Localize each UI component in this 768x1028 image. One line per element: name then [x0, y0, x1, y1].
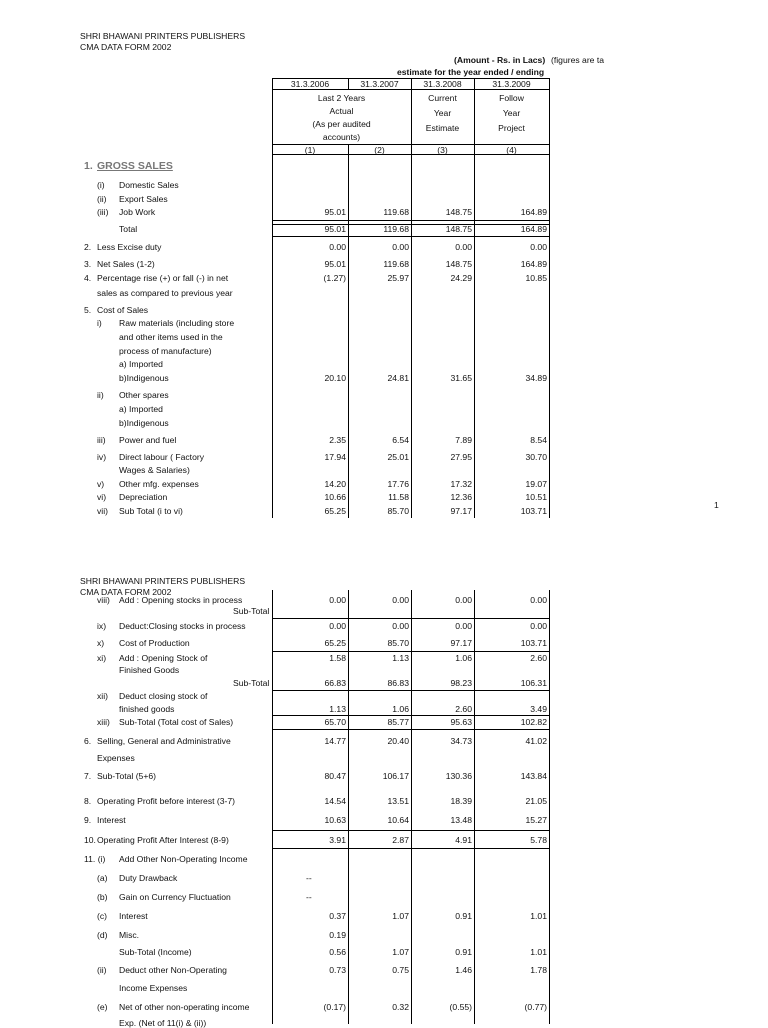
- row-label: Cost of Sales: [97, 305, 149, 315]
- row-number: (a): [97, 873, 108, 883]
- row-number: (i): [97, 180, 105, 190]
- row-number: vi): [97, 492, 107, 502]
- row-label: Export Sales: [119, 194, 168, 204]
- value-cell: 0.91: [455, 911, 472, 921]
- row-label: finished goods: [119, 704, 175, 714]
- row-label: process of manufacture): [119, 346, 212, 356]
- row-number: 3.: [84, 259, 92, 269]
- row-number: 9.: [84, 815, 92, 825]
- value-cell: 0.00: [329, 242, 346, 252]
- value-cell: 0.00: [530, 595, 547, 605]
- value-cell: 21.05: [525, 796, 547, 806]
- value-cell: 0.00: [455, 595, 472, 605]
- value-cell: 24.81: [387, 373, 409, 383]
- row-label: Income Expenses: [119, 983, 188, 993]
- value-cell: 0.56: [329, 947, 346, 957]
- value-cell: 15.27: [525, 815, 547, 825]
- figures-note: (figures are ta: [551, 55, 605, 65]
- value-cell: 119.68: [383, 207, 409, 217]
- row-number: 7.: [84, 771, 92, 781]
- row-label: Deduct:Closing stocks in process: [119, 621, 246, 631]
- row-number: 8.: [84, 796, 92, 806]
- value-cell: 80.47: [324, 771, 346, 781]
- row-label: Operating Profit After Interest (8-9): [97, 835, 229, 845]
- value-cell: 0.91: [455, 947, 472, 957]
- value-cell: 143.84: [520, 771, 547, 781]
- row-number: (ii): [97, 194, 107, 204]
- row-label: Total: [119, 224, 138, 234]
- row-label: Finished Goods: [119, 665, 180, 675]
- value-cell: 0.19: [329, 930, 346, 940]
- header-current-line: Estimate: [425, 123, 460, 133]
- value-cell: 17.76: [387, 479, 409, 489]
- value-cell: 65.25: [324, 506, 346, 516]
- header-actual-line: accounts): [322, 132, 361, 142]
- value-cell: 65.70: [324, 717, 346, 727]
- value-cell: 1.13: [392, 653, 409, 663]
- value-cell: 97.17: [450, 638, 472, 648]
- row-label: Interest: [119, 911, 148, 921]
- row-label: Direct labour ( Factory: [119, 452, 205, 462]
- row-label: Other mfg. expenses: [119, 479, 199, 489]
- value-cell: 13.48: [450, 815, 472, 825]
- row-label: sales as compared to previous year: [97, 288, 233, 298]
- value-cell: 103.71: [520, 638, 547, 648]
- value-cell: 20.10: [324, 373, 346, 383]
- row-number: vii): [97, 506, 108, 516]
- row-number: 2.: [84, 242, 92, 252]
- value-cell: 1.58: [329, 653, 346, 663]
- value-cell: 1.06: [392, 704, 409, 714]
- value-cell: 0.00: [329, 621, 346, 631]
- value-cell: 14.77: [324, 736, 346, 746]
- value-cell: 119.68: [383, 259, 409, 269]
- header-follow-line: Project: [498, 123, 525, 133]
- column-number: (3): [437, 145, 448, 155]
- row-label: Net Sales (1-2): [97, 259, 155, 269]
- value-cell: 1.07: [392, 911, 409, 921]
- value-cell: 65.25: [324, 638, 346, 648]
- company-name-2: SHRI BHAWANI PRINTERS PUBLISHERS: [80, 576, 246, 586]
- row-label: Depreciation: [119, 492, 168, 502]
- row-label: Cost of Production: [119, 638, 190, 648]
- row-number: iii): [97, 435, 106, 445]
- value-cell: (0.55): [449, 1002, 472, 1012]
- value-cell: 10.66: [324, 492, 346, 502]
- value-cell: 1.13: [329, 704, 346, 714]
- row-label: Gain on Currency Fluctuation: [119, 892, 231, 902]
- value-cell: 0.32: [392, 1002, 409, 1012]
- row-label: Raw materials (including store: [119, 318, 235, 328]
- row-label: Wages & Salaries): [119, 465, 190, 475]
- value-cell: 14.20: [324, 479, 346, 489]
- row-number: xiii): [97, 717, 110, 727]
- value-cell: 8.54: [530, 435, 547, 445]
- row-number: 4.: [84, 273, 92, 283]
- row-label: Misc.: [119, 930, 140, 940]
- value-cell: 19.07: [525, 479, 547, 489]
- row-label: Add : Opening Stock of: [119, 653, 208, 663]
- row-label: Operating Profit before interest (3-7): [97, 796, 236, 806]
- row-label: Deduct closing stock of: [119, 691, 208, 701]
- row-label: Less Excise duty: [97, 242, 162, 252]
- row-number: xii): [97, 691, 108, 701]
- value-cell: 95.01: [324, 259, 346, 269]
- row-label: Sub-Total (Income): [119, 947, 192, 957]
- row-label: Sub-Total: [233, 678, 270, 688]
- value-cell: 24.29: [450, 273, 472, 283]
- date-header: 31.3.2008: [423, 79, 462, 89]
- value-cell: 2.60: [455, 704, 472, 714]
- value-cell: 11.58: [388, 492, 409, 502]
- row-label: Deduct other Non-Operating: [119, 965, 227, 975]
- value-cell: 30.70: [525, 452, 547, 462]
- value-cell: 95.01: [324, 224, 346, 234]
- column-number: (4): [506, 145, 517, 155]
- row-number: (b): [97, 892, 108, 902]
- value-cell: 1.78: [530, 965, 547, 975]
- row-number: iv): [97, 452, 107, 462]
- company-name: SHRI BHAWANI PRINTERS PUBLISHERS: [80, 31, 246, 41]
- value-cell: 0.00: [392, 595, 409, 605]
- row-label: Percentage rise (+) or fall (-) in net: [97, 273, 229, 283]
- date-header: 31.3.2007: [360, 79, 399, 89]
- value-cell: 34.73: [450, 736, 472, 746]
- page-number: 1: [714, 500, 719, 510]
- value-cell: 1.46: [455, 965, 472, 975]
- value-cell: 164.89: [520, 259, 547, 269]
- row-number: viii): [97, 595, 110, 605]
- header-actual-line: Actual: [329, 106, 354, 116]
- value-cell: 102.82: [520, 717, 547, 727]
- row-label: Domestic Sales: [119, 180, 179, 190]
- row-number: i): [97, 318, 102, 328]
- row-number: v): [97, 479, 105, 489]
- value-cell: 98.23: [450, 678, 472, 688]
- value-cell: 2.87: [392, 835, 409, 845]
- row-label: Net of other non-operating income: [119, 1002, 250, 1012]
- value-cell: 1.07: [392, 947, 409, 957]
- value-cell: 0.00: [530, 621, 547, 631]
- value-cell: 130.36: [445, 771, 472, 781]
- value-cell: 103.71: [520, 506, 547, 516]
- value-cell: 18.39: [450, 796, 472, 806]
- value-cell: 41.02: [525, 736, 547, 746]
- form-title: CMA DATA FORM 2002: [80, 42, 172, 52]
- row-label: Sub-Total (Total cost of Sales): [119, 717, 234, 727]
- value-cell: 7.89: [455, 435, 472, 445]
- value-cell: 0.00: [329, 595, 346, 605]
- value-cell: 0.73: [329, 965, 346, 975]
- row-label: Power and fuel: [119, 435, 177, 445]
- row-label: b)Indigenous: [119, 373, 169, 383]
- row-label: Add : Opening stocks in process: [119, 595, 243, 605]
- row-number: xi): [97, 653, 107, 663]
- header-follow-line: Follow: [499, 93, 524, 103]
- value-cell: 148.75: [445, 207, 472, 217]
- row-number: x): [97, 638, 105, 648]
- value-cell: 85.77: [387, 717, 409, 727]
- value-cell: 27.95: [450, 452, 472, 462]
- value-cell: 1.01: [530, 947, 547, 957]
- row-label: a) Imported: [119, 359, 163, 369]
- row-label: Add Other Non-Operating Income: [119, 854, 248, 864]
- value-cell: 25.01: [387, 452, 409, 462]
- value-cell: 164.89: [520, 207, 547, 217]
- value-cell: 86.83: [387, 678, 409, 688]
- estimate-line: estimate for the year ended / ending: [397, 67, 545, 77]
- value-cell: 85.70: [387, 638, 409, 648]
- row-label: Selling, General and Administrative: [97, 736, 231, 746]
- value-cell: --: [306, 892, 312, 902]
- row-label: b)Indigenous: [119, 418, 169, 428]
- row-label: Other spares: [119, 390, 169, 400]
- date-header: 31.3.2006: [290, 79, 330, 89]
- row-label: Sub-Total (5+6): [97, 771, 156, 781]
- column-number: (1): [304, 145, 316, 155]
- row-label: and other items used in the: [119, 332, 223, 342]
- value-cell: 148.75: [445, 224, 472, 234]
- row-number: (c): [97, 911, 108, 921]
- value-cell: (0.17): [323, 1002, 346, 1012]
- row-number: ix): [97, 621, 107, 631]
- row-number: 5.: [84, 305, 92, 315]
- value-cell: 95.63: [450, 717, 472, 727]
- header-current-line: Year: [433, 108, 452, 118]
- value-cell: (0.77): [524, 1002, 547, 1012]
- value-cell: 85.70: [387, 506, 409, 516]
- column-number: (2): [374, 145, 385, 155]
- value-cell: 106.31: [520, 678, 547, 688]
- row-label: Exp. (Net of 11(i) & (ii)): [119, 1018, 207, 1028]
- row-label: Sub-Total: [233, 606, 270, 616]
- value-cell: 95.01: [324, 207, 346, 217]
- value-cell: (1.27): [323, 273, 346, 283]
- row-label: Job Work: [119, 207, 156, 217]
- value-cell: 34.89: [525, 373, 547, 383]
- value-cell: 0.00: [530, 242, 547, 252]
- value-cell: 0.00: [392, 621, 409, 631]
- value-cell: 12.36: [450, 492, 472, 502]
- row-number: 11. (i): [84, 854, 106, 864]
- row-label: Sub Total (i to vi): [119, 506, 183, 516]
- value-cell: 148.75: [445, 259, 472, 269]
- row-number: ii): [97, 390, 104, 400]
- gross-sales-number: 1.: [84, 160, 93, 172]
- value-cell: 6.54: [392, 435, 409, 445]
- value-cell: 10.63: [324, 815, 346, 825]
- value-cell: 3.91: [329, 835, 346, 845]
- value-cell: 2.60: [530, 653, 547, 663]
- value-cell: 0.37: [329, 911, 346, 921]
- value-cell: 13.51: [387, 796, 409, 806]
- value-cell: 0.75: [392, 965, 409, 975]
- header-current-line: Current: [428, 93, 457, 103]
- value-cell: 10.85: [525, 273, 547, 283]
- value-cell: 66.83: [324, 678, 346, 688]
- value-cell: 10.64: [387, 815, 409, 825]
- value-cell: 3.49: [530, 704, 547, 714]
- value-cell: 119.68: [383, 224, 409, 234]
- row-label: a) Imported: [119, 404, 163, 414]
- value-cell: 25.97: [387, 273, 409, 283]
- value-cell: 14.54: [324, 796, 346, 806]
- header-follow-line: Year: [502, 108, 521, 118]
- amount-note: (Amount - Rs. in Lacs): [454, 55, 546, 65]
- value-cell: 4.91: [455, 835, 472, 845]
- header-actual-line: (As per audited: [312, 119, 371, 129]
- value-cell: 17.32: [450, 479, 472, 489]
- value-cell: 31.65: [450, 373, 472, 383]
- row-number: 6.: [84, 736, 92, 746]
- row-number: 10.: [84, 835, 96, 845]
- value-cell: 0.00: [392, 242, 409, 252]
- value-cell: 5.78: [530, 835, 547, 845]
- gross-sales-heading: GROSS SALES: [97, 160, 173, 172]
- row-number: (d): [97, 930, 108, 940]
- value-cell: 1.06: [455, 653, 472, 663]
- value-cell: 2.35: [329, 435, 346, 445]
- form-title-2: CMA DATA FORM 2002: [80, 587, 172, 597]
- date-header: 31.3.2009: [492, 79, 531, 89]
- value-cell: 20.40: [387, 736, 409, 746]
- value-cell: 0.00: [455, 242, 472, 252]
- value-cell: 17.94: [324, 452, 346, 462]
- value-cell: 1.01: [530, 911, 547, 921]
- row-number: (ii): [97, 965, 107, 975]
- value-cell: 97.17: [450, 506, 472, 516]
- value-cell: 106.17: [382, 771, 409, 781]
- value-cell: --: [306, 873, 312, 883]
- header-actual-line: Last 2 Years: [317, 93, 366, 103]
- row-number: (e): [97, 1002, 108, 1012]
- row-label: Interest: [97, 815, 126, 825]
- value-cell: 10.51: [525, 492, 547, 502]
- row-label: Expenses: [97, 753, 135, 763]
- value-cell: 164.89: [520, 224, 547, 234]
- row-number: (iii): [97, 207, 109, 217]
- value-cell: 0.00: [455, 621, 472, 631]
- row-label: Duty Drawback: [119, 873, 178, 883]
